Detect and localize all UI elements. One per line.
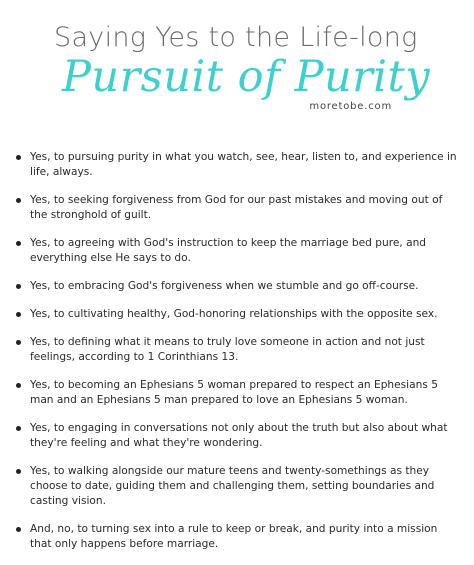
list-item bbox=[14, 464, 462, 509]
list-item-text: Yes, to walking alongside our mature teens and twenty-somethings as they choose to date, guiding them and challenging them, setting boundaries and casting vision. bbox=[30, 465, 435, 507]
list-item-text: Yes, to seeking forgiveness from God for our past mistakes and moving out of the stronghold of guilt. bbox=[30, 194, 443, 221]
list-item bbox=[14, 421, 462, 451]
bullet-icon bbox=[16, 383, 21, 388]
list-item bbox=[14, 378, 462, 408]
list-item bbox=[14, 193, 462, 223]
yes-list bbox=[14, 150, 462, 565]
bullet-icon bbox=[16, 527, 21, 532]
list-item bbox=[14, 150, 462, 180]
list-item-text: Yes, to becoming an Ephesians 5 woman prepared to respect an Ephesians 5 man and an Ephesians 5 man prepared to love an Ephesians 5 woman. bbox=[30, 379, 438, 406]
bullet-icon bbox=[16, 469, 21, 474]
list-item-text: Yes, to embracing God's forgiveness when we stumble and go off-course. bbox=[30, 280, 419, 292]
list-item bbox=[14, 522, 462, 552]
list-item-text: Yes, to agreeing with God's instruction to keep the marriage bed pure, and everything else He says to do. bbox=[30, 237, 427, 264]
header bbox=[0, 0, 474, 120]
list-item-text: Yes, to pursuing purity in what you watch, see, hear, listen to, and experience in life, always. bbox=[30, 151, 457, 178]
page-subtitle: Saying Yes to the Life-long bbox=[54, 22, 418, 53]
bullet-icon bbox=[16, 155, 21, 160]
bullet-icon bbox=[16, 312, 21, 317]
list-item bbox=[14, 236, 462, 266]
bullet-icon bbox=[16, 284, 21, 289]
list-item bbox=[14, 307, 462, 322]
list-item-text: Yes, to cultivating healthy, God-honoring relationships with the opposite sex. bbox=[30, 308, 438, 320]
page-title: Pursuit of Purity bbox=[62, 52, 431, 102]
list-item-text: Yes, to defining what it means to truly love someone in action and not just feelings, according to 1 Corinthians 13. bbox=[30, 336, 425, 363]
bullet-icon bbox=[16, 198, 21, 203]
bullet-icon bbox=[16, 340, 21, 345]
list-item-text: And, no, to turning sex into a rule to keep or break, and purity into a mission that only happens before marriage. bbox=[30, 523, 438, 550]
list-item bbox=[14, 279, 462, 294]
bullet-icon bbox=[16, 241, 21, 246]
site-credit: moretobe.com bbox=[309, 101, 392, 112]
list-item-text: Yes, to engaging in conversations not only about the truth but also about what they're feeling and what they're wondering. bbox=[30, 422, 448, 449]
bullet-icon bbox=[16, 426, 21, 431]
list-item bbox=[14, 335, 462, 365]
